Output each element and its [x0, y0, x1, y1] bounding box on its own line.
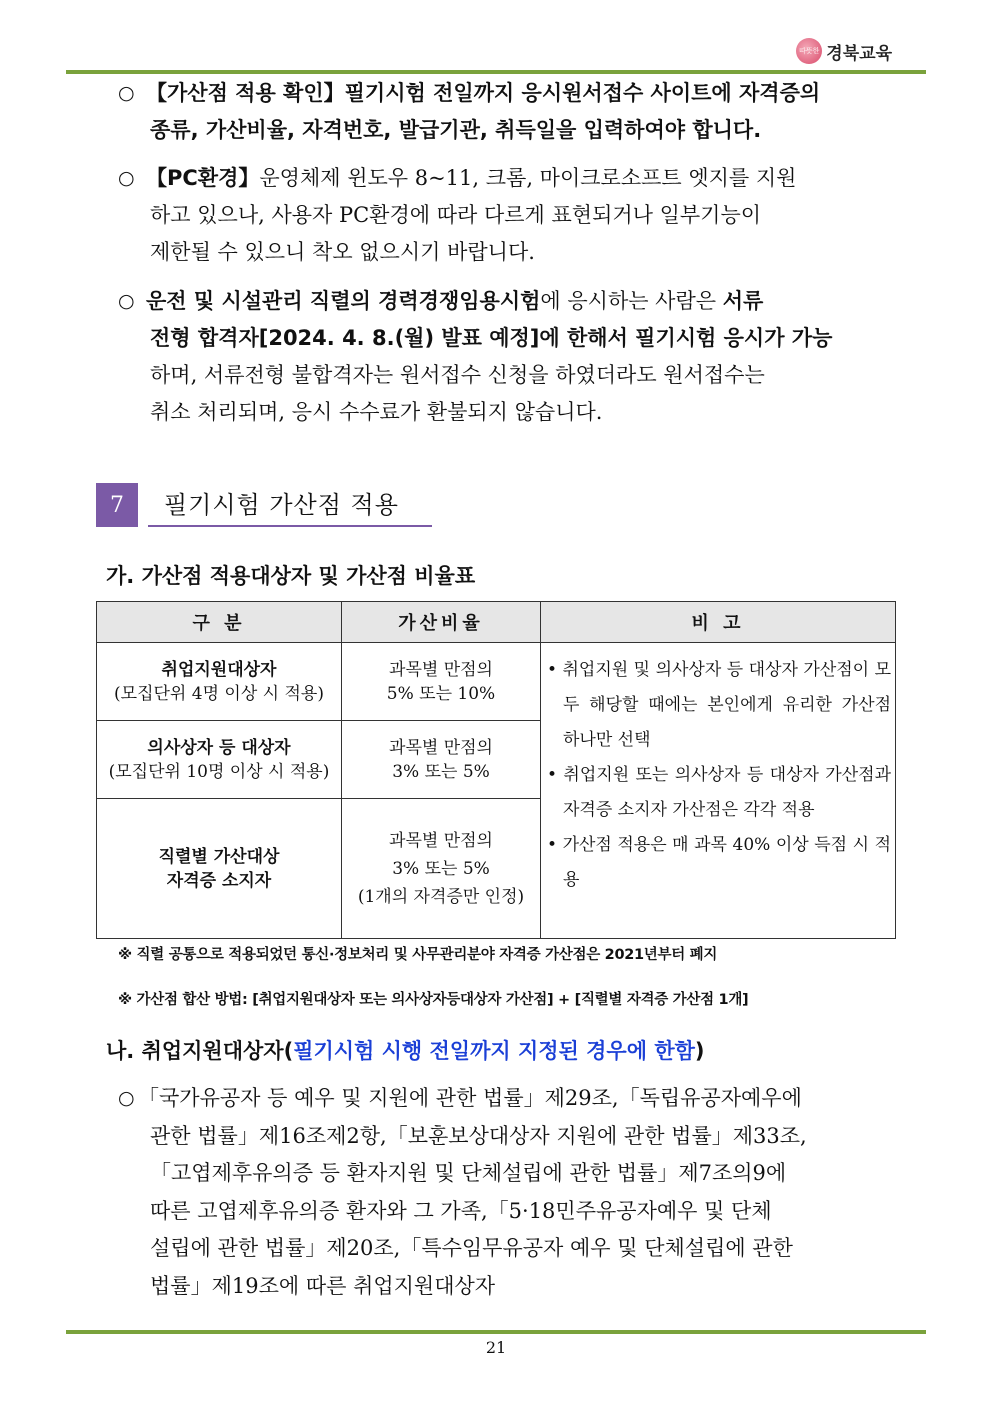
note-abolished: ※ 직렬 공통으로 적용되었던 통신·정보처리 및 사무관리분야 자격증 가산점은 2021년부터 폐지 [118, 947, 718, 963]
p4-line6: 법률」제19조에 따른 취업지원대상자 [150, 1273, 496, 1298]
table-row [97, 643, 896, 721]
p2-line3: 제한될 수 있으니 착오 없으시기 바랍니다. [150, 240, 535, 264]
p2-line1: 운영체제 윈도우 8~11, 크롬, 마이크로소프트 엣지를 지원 [259, 166, 797, 190]
p4-line5: 설립에 관한 법률」제20조,「특수임무유공자 예우 및 단체설립에 관한 [150, 1236, 793, 1260]
rate-line: 3% 또는 5% [392, 858, 490, 879]
category-name: 취업지원대상자 [161, 659, 277, 680]
table-header-remarks: 비 고 [541, 602, 896, 643]
bullet-icon: ○ [118, 1087, 135, 1109]
rate-line: 5% 또는 10% [386, 683, 496, 704]
section-number: 7 [96, 483, 138, 527]
rate-line: 과목별 만점의 [389, 659, 493, 680]
p4-line2: 관한 법률」제16조제2항,「보훈보상대상자 지원에 관한 법률」제33조, [150, 1123, 807, 1148]
section-title: 필기시험 가산점 적용 [148, 483, 432, 527]
paragraph-driving-facility [118, 283, 898, 431]
page-number: 21 [485, 1338, 507, 1357]
header-logo [796, 38, 892, 64]
table-cell-rate [342, 721, 541, 799]
footer-rule [66, 1330, 926, 1334]
rate-line: 3% 또는 5% [392, 761, 490, 782]
p1-line2: 종류, 가산비율, 자격번호, 발급기관, 취득일을 입력하여야 합니다. [150, 118, 762, 142]
remark-item: • 취업지원 및 의사상자 등 대상자 가산점이 모두 해당할 때에는 본인에게 유리한 가산점 하나만 선택 [547, 660, 891, 750]
paragraph-employment-support [118, 1080, 898, 1305]
paragraph-pc-env [118, 160, 898, 271]
p3-bold1: 운전 및 시설관리 직렬의 경력경쟁임용시험 [146, 289, 541, 313]
category-name: 직렬별 가산대상 [158, 846, 280, 867]
category-name: 자격증 소지자 [166, 870, 272, 891]
logo-emblem-icon [796, 38, 822, 64]
remark-item: • 가산점 적용은 매 과목 40% 이상 득점 시 적용 [547, 835, 891, 890]
bullet-icon: ○ [118, 167, 135, 189]
paragraph-addition-confirm [118, 75, 898, 149]
p2-line2: 하고 있으나, 사용자 PC환경에 따라 다르게 표현되거나 일부기능이 [150, 203, 762, 227]
table-header-row [97, 602, 896, 643]
p4-line1: 「국가유공자 등 예우 및 지원에 관한 법률」제29조,「독립유공자예우에 [138, 1086, 802, 1110]
p4-line4: 따른 고엽제후유의증 환자와 그 가족,「5·18민주유공자예우 및 단체 [150, 1198, 772, 1223]
remark-item: • 취업지원 또는 의사상자 등 대상자 가산점과 자격증 소지자 가산점은 각각 적용 [547, 765, 891, 820]
table-cell-category [97, 643, 342, 721]
table-header-rate: 가산비율 [342, 602, 541, 643]
subheading-b-suffix: ) [694, 1039, 705, 1063]
table-header-category: 구 분 [97, 602, 342, 643]
note-summation: ※ 가산점 합산 방법: [취업지원대상자 또는 의사상자등대상자 가산점] + [직렬별 자격증 가산점 1개] [118, 992, 749, 1008]
category-condition: (모집단위 10명 이상 시 적용) [108, 761, 330, 782]
subheading-b-highlight: 필기시험 시행 전일까지 지정된 경우에 한함 [293, 1039, 695, 1063]
p1-line1: 【가산점 적용 확인】필기시험 전일까지 응시원서접수 사이트에 자격증의 [146, 81, 821, 105]
p3-bold3: 전형 합격자[2024. 4. 8.(월) 발표 예정]에 한해서 필기시험 응시가 가능 [150, 326, 833, 350]
logo-text: 경북교육 [826, 43, 892, 64]
subheading-a: 가. 가산점 적용대상자 및 가산점 비율표 [106, 564, 476, 588]
bullet-icon: ○ [118, 82, 135, 104]
rate-line: 과목별 만점의 [389, 737, 493, 758]
category-condition: (모집단위 4명 이상 시 적용) [114, 683, 324, 704]
logo-small-text: 따뜻한 [799, 47, 820, 55]
table-cell-remarks [541, 643, 896, 939]
table-cell-category [97, 799, 342, 939]
p3-line4: 취소 처리되며, 응시 수수료가 환불되지 않습니다. [150, 400, 603, 424]
p3-bold2: 서류 [722, 289, 764, 313]
subheading-b [106, 1035, 705, 1065]
rate-line: 과목별 만점의 [389, 830, 493, 851]
p3-mid1: 에 응시하는 사람은 [540, 289, 723, 313]
p4-line3: 「고엽제후유의증 등 환자지원 및 단체설립에 관한 법률」제7조의9에 [150, 1161, 787, 1185]
table-cell-rate [342, 799, 541, 939]
table-cell-category [97, 721, 342, 799]
p2-label: 【PC환경】 [146, 166, 260, 190]
category-name: 의사상자 등 대상자 [147, 737, 291, 758]
bonus-points-table [96, 601, 896, 939]
subheading-b-prefix: 나. 취업지원대상자( [106, 1039, 294, 1063]
bullet-icon: ○ [118, 290, 135, 312]
header-rule [66, 70, 926, 74]
table-cell-rate [342, 643, 541, 721]
rate-line: (1개의 자격증만 인정) [357, 886, 525, 907]
p3-line3: 하며, 서류전형 불합격자는 원서접수 신청을 하였더라도 원서접수는 [150, 363, 765, 387]
